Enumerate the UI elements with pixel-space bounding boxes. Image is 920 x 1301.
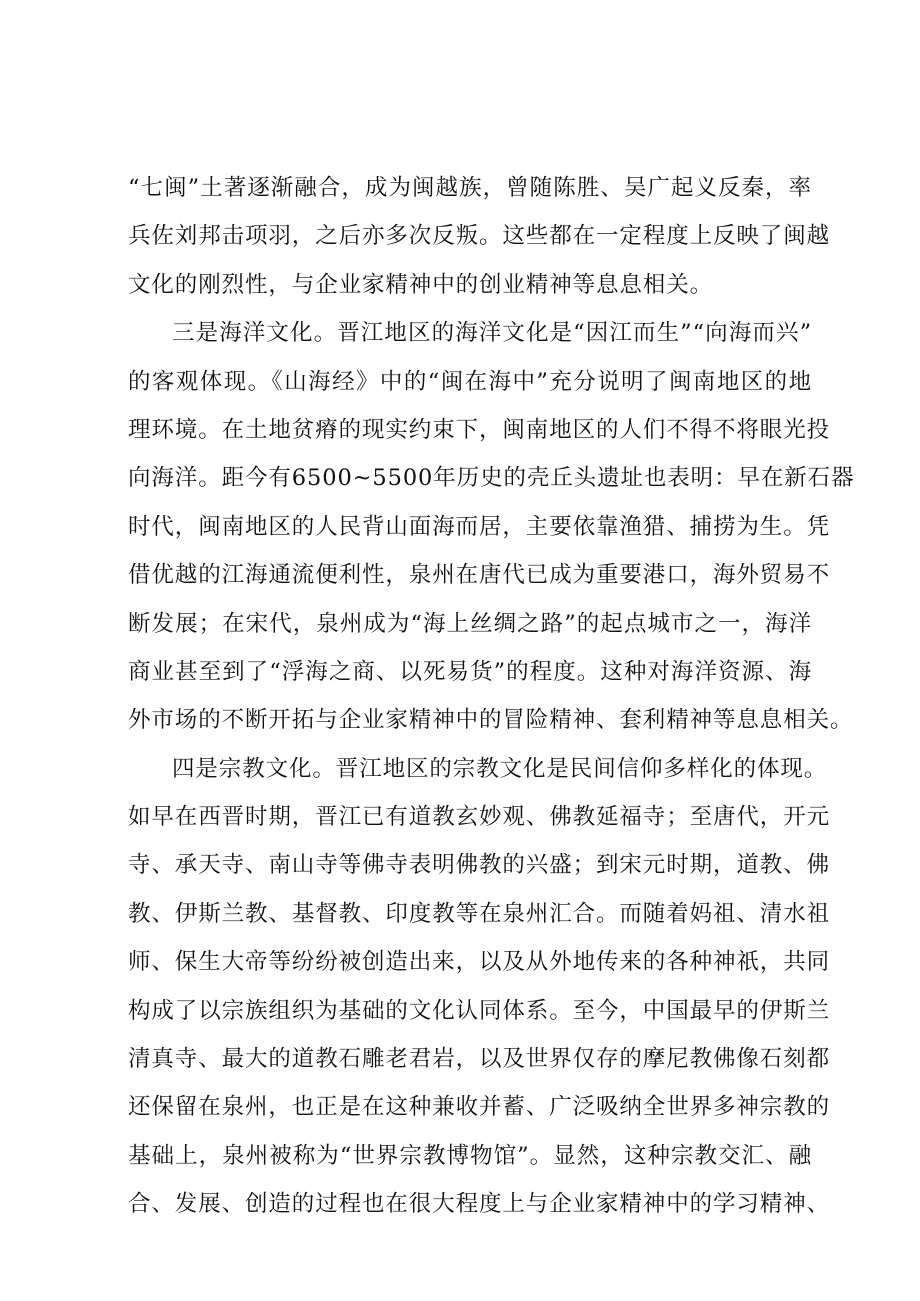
text-line: 商业甚至到了“浮海之商、以死易货”的程度。这种对海洋资源、海	[128, 658, 812, 685]
text-line: 三是海洋文化。晋江地区的海洋文化是“因江而生”“向海而兴”	[172, 320, 812, 347]
text-line: 寺、承天寺、南山寺等佛寺表明佛教的兴盛；到宋元时期，道教、佛	[128, 852, 831, 879]
body-text	[128, 164, 855, 1229]
text-line: 基础上，泉州被称为“世界宗教博物馆”。显然，这种宗教交汇、融	[128, 1142, 812, 1169]
text-line: 断发展；在宋代，泉州成为“海上丝绸之路”的起点城市之一，海洋	[128, 610, 812, 637]
text-line: 向海洋。距今有6500~5500年历史的壳丘头遗址也表明：早在新石器	[128, 465, 855, 492]
text-line: 理环境。在土地贫瘠的现实约束下，闽南地区的人们不得不将眼光投	[128, 416, 831, 443]
text-line: 师、保生大帝等纷纷被创造出来，以及从外地传来的各种神祇，共同	[128, 949, 831, 976]
text-line: “七闽”土著逐渐融合，成为闽越族，曾随陈胜、吴广起义反秦，率	[128, 175, 812, 201]
paragraph-min-yue-culture	[128, 164, 831, 309]
text-line: 如早在西晋时期，晋江已有道教玄妙观、佛教延福寺；至唐代，开元	[128, 804, 831, 831]
text-line: 外市场的不断开拓与企业家精神中的冒险精神、套利精神等息息相关。	[128, 707, 854, 734]
text-line: 合、发展、创造的过程也在很大程度上与企业家精神中的学习精神、	[128, 1191, 831, 1218]
text-line: 构成了以宗族组织为基础的文化认同体系。至今，中国最早的伊斯兰	[128, 997, 831, 1024]
text-line: 文化的刚烈性，与企业家精神中的创业精神等息息相关。	[128, 271, 714, 298]
text-line: 教、伊斯兰教、基督教、印度教等在泉州汇合。而随着妈祖、清水祖	[128, 900, 831, 927]
text-line: 四是宗教文化。晋江地区的宗教文化是民间信仰多样化的体现。	[172, 755, 828, 782]
text-line: 时代，闽南地区的人民背山面海而居，主要依靠渔猎、捕捞为生。凭	[128, 513, 831, 540]
text-line: 兵佐刘邦击项羽，之后亦多次反叛。这些都在一定程度上反映了闽越	[128, 223, 831, 250]
text-line: 的客观体现。《山海经》中的“闽在海中”充分说明了闽南地区的地	[128, 368, 812, 395]
paragraph-ocean-culture	[128, 309, 855, 745]
text-line: 还保留在泉州，也正是在这种兼收并蓄、广泛吸纳全世界多神宗教的	[128, 1094, 831, 1121]
text-line: 借优越的江海通流便利性，泉州在唐代已成为重要港口，海外贸易不	[128, 562, 831, 589]
text-line: 清真寺、最大的道教石雕老君岩，以及世界仅存的摩尼教佛像石刻都	[128, 1046, 831, 1073]
paragraph-religious-culture	[128, 745, 831, 1229]
